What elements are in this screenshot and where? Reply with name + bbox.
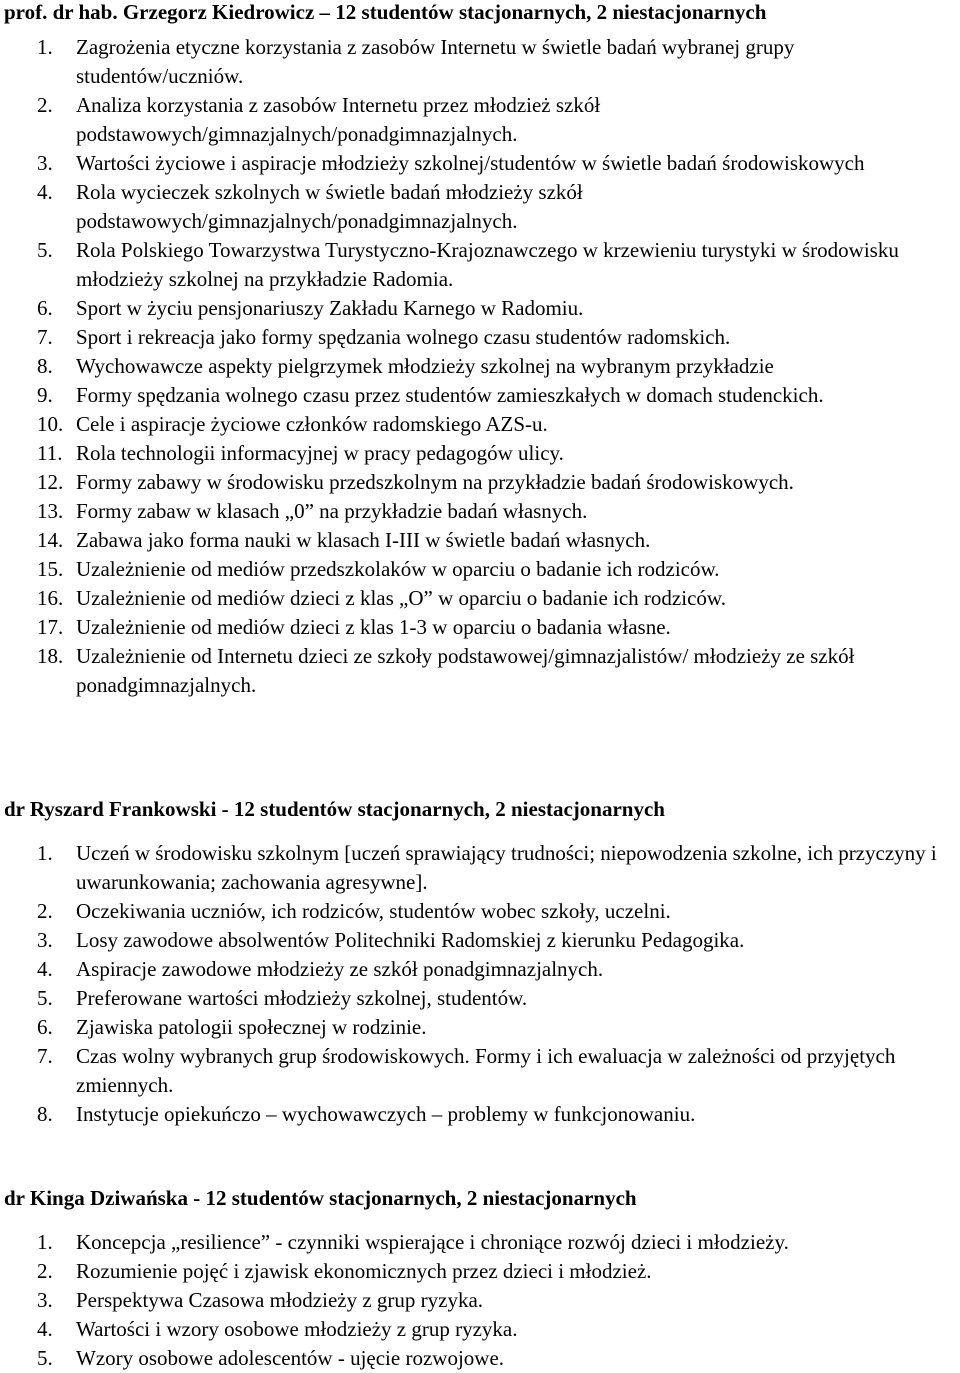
topic-number: 7. — [37, 1044, 53, 1068]
topic-text: Zagrożenia etyczne korzystania z zasobów Internetu w świetle badań wybranej grupy studentów/uczniów. — [76, 35, 795, 88]
topic-number: 16. — [37, 586, 64, 610]
topic-item — [0, 955, 960, 984]
topic-list — [0, 1228, 960, 1373]
topic-number: 1. — [37, 841, 53, 865]
section-heading: dr Ryszard Frankowski - 12 studentów stacjonarnych, 2 niestacjonarnych — [4, 797, 665, 821]
topic-text: Uzależnienie od mediów przedszkolaków w oparciu o badanie ich rodziców. — [76, 557, 720, 581]
topic-item — [0, 839, 960, 897]
topic-number: 15. — [37, 557, 64, 581]
topic-item — [0, 294, 960, 323]
topic-text: Wzory osobowe adolescentów - ujęcie rozwojowe. — [76, 1346, 505, 1370]
topic-item — [0, 468, 960, 497]
topic-list — [0, 33, 960, 700]
topic-text: Uczeń w środowisku szkolnym [uczeń sprawiający trudności; niepowodzenia szkolne, ich przyczyny i uwarunkowania; zachowania agresywne]. — [76, 841, 937, 894]
topic-number: 2. — [37, 1259, 53, 1283]
topic-item — [0, 1100, 960, 1129]
topic-text: Instytucje opiekuńczo – wychowawczych – problemy w funkcjonowaniu. — [76, 1102, 696, 1126]
topic-number: 4. — [37, 957, 53, 981]
topic-text: Formy zabawy w środowisku przedszkolnym na przykładzie badań środowiskowych. — [76, 470, 794, 494]
topic-number: 14. — [37, 528, 64, 552]
topic-number: 3. — [37, 1288, 53, 1312]
topic-item — [0, 410, 960, 439]
topic-item — [0, 149, 960, 178]
topic-number: 13. — [37, 499, 64, 523]
topic-number: 2. — [37, 899, 53, 923]
topic-item — [0, 613, 960, 642]
topic-item — [0, 1228, 960, 1257]
topic-text: Wartości i wzory osobowe młodzieży z grup ryzyka. — [76, 1317, 518, 1341]
topic-text: Zjawiska patologii społecznej w rodzinie. — [76, 1015, 427, 1039]
section-heading: prof. dr hab. Grzegorz Kiedrowicz – 12 studentów stacjonarnych, 2 niestacjonarnych — [4, 0, 767, 24]
topic-number: 9. — [37, 383, 53, 407]
topic-number: 3. — [37, 928, 53, 952]
topic-number: 18. — [37, 644, 64, 668]
section-dziwanska — [0, 1184, 960, 1373]
topic-item — [0, 323, 960, 352]
topic-item — [0, 555, 960, 584]
topic-item — [0, 236, 960, 294]
topic-item — [0, 33, 960, 91]
topic-number: 5. — [37, 1346, 53, 1370]
topic-text: Sport w życiu pensjonariuszy Zakładu Karnego w Radomiu. — [76, 296, 584, 320]
topic-item — [0, 926, 960, 955]
topic-number: 10. — [37, 412, 64, 436]
topic-number: 8. — [37, 354, 53, 378]
topic-number: 5. — [37, 986, 53, 1010]
topic-text: Formy spędzania wolnego czasu przez studentów zamieszkałych w domach studenckich. — [76, 383, 824, 407]
section-heading: dr Kinga Dziwańska - 12 studentów stacjonarnych, 2 niestacjonarnych — [4, 1186, 637, 1210]
topic-list — [0, 839, 960, 1129]
topic-text: Rola wycieczek szkolnych w świetle badań młodzieży szkół podstawowych/gimnazjalnych/ponadgimnazjalnych. — [76, 180, 583, 233]
topic-text: Wartości życiowe i aspiracje młodzieży szkolnej/studentów w świetle badań środowiskowych — [76, 151, 865, 175]
topic-text: Koncepcja „resilience” - czynniki wspierające i chroniące rozwój dzieci i młodzieży. — [76, 1230, 789, 1254]
topic-number: 3. — [37, 151, 53, 175]
topic-number: 1. — [37, 35, 53, 59]
topic-item — [0, 526, 960, 555]
topic-number: 12. — [37, 470, 64, 494]
topic-text: Losy zawodowe absolwentów Politechniki Radomskiej z kierunku Pedagogika. — [76, 928, 745, 952]
topic-number: 4. — [37, 180, 53, 204]
topic-number: 5. — [37, 238, 53, 262]
topic-number: 7. — [37, 325, 53, 349]
topic-item — [0, 897, 960, 926]
topic-item — [0, 1013, 960, 1042]
topic-text: Formy zabaw w klasach „0” na przykładzie badań własnych. — [76, 499, 588, 523]
topic-text: Uzależnienie od Internetu dzieci ze szkoły podstawowej/gimnazjalistów/ młodzieży ze szkół ponadgimnazjalnych. — [76, 644, 855, 697]
topic-number: 4. — [37, 1317, 53, 1341]
topic-item — [0, 352, 960, 381]
topic-text: Rola technologii informacyjnej w pracy pedagogów ulicy. — [76, 441, 564, 465]
topic-text: Rozumienie pojęć i zjawisk ekonomicznych przez dzieci i młodzież. — [76, 1259, 652, 1283]
topic-text: Perspektywa Czasowa młodzieży z grup ryzyka. — [76, 1288, 484, 1312]
topic-number: 1. — [37, 1230, 53, 1254]
topic-item — [0, 642, 960, 700]
topic-number: 8. — [37, 1102, 53, 1126]
topic-item — [0, 178, 960, 236]
topic-number: 11. — [37, 441, 63, 465]
topic-text: Aspiracje zawodowe młodzieży ze szkół ponadgimnazjalnych. — [76, 957, 604, 981]
topic-text: Wychowawcze aspekty pielgrzymek młodzieży szkolnej na wybranym przykładzie — [76, 354, 774, 378]
topic-item — [0, 1344, 960, 1373]
topic-item — [0, 497, 960, 526]
topic-text: Uzależnienie od mediów dzieci z klas 1-3 w oparciu o badania własne. — [76, 615, 671, 639]
topic-text: Zabawa jako forma nauki w klasach I-III w świetle badań własnych. — [76, 528, 651, 552]
topic-item — [0, 1257, 960, 1286]
topic-item — [0, 91, 960, 149]
topic-item — [0, 439, 960, 468]
topic-text: Cele i aspiracje życiowe członków radomskiego AZS-u. — [76, 412, 548, 436]
topic-number: 6. — [37, 1015, 53, 1039]
topic-item — [0, 1042, 960, 1100]
topic-text: Preferowane wartości młodzieży szkolnej, studentów. — [76, 986, 528, 1010]
topic-item — [0, 984, 960, 1013]
topic-text: Czas wolny wybranych grup środowiskowych. Formy i ich ewaluacja w zależności od przyjętych zmiennych. — [76, 1044, 896, 1097]
topic-item — [0, 1315, 960, 1344]
topic-text: Oczekiwania uczniów, ich rodziców, studentów wobec szkoły, uczelni. — [76, 899, 671, 923]
topic-number: 17. — [37, 615, 64, 639]
topic-item — [0, 381, 960, 410]
topic-text: Sport i rekreacja jako formy spędzania wolnego czasu studentów radomskich. — [76, 325, 731, 349]
topic-number: 2. — [37, 93, 53, 117]
topic-text: Analiza korzystania z zasobów Internetu przez młodzież szkół podstawowych/gimnazjalnych/ponadgimnazjalnych. — [76, 93, 601, 146]
section-frankowski — [0, 795, 960, 1129]
topic-text: Uzależnienie od mediów dzieci z klas „O” w oparciu o badanie ich rodziców. — [76, 586, 726, 610]
topic-item — [0, 1286, 960, 1315]
topic-item — [0, 584, 960, 613]
topic-number: 6. — [37, 296, 53, 320]
topic-text: Rola Polskiego Towarzystwa Turystyczno-Krajoznawczego w krzewieniu turystyki w środowisku młodzieży szkolnej na przykładzie Radomia. — [76, 238, 899, 291]
